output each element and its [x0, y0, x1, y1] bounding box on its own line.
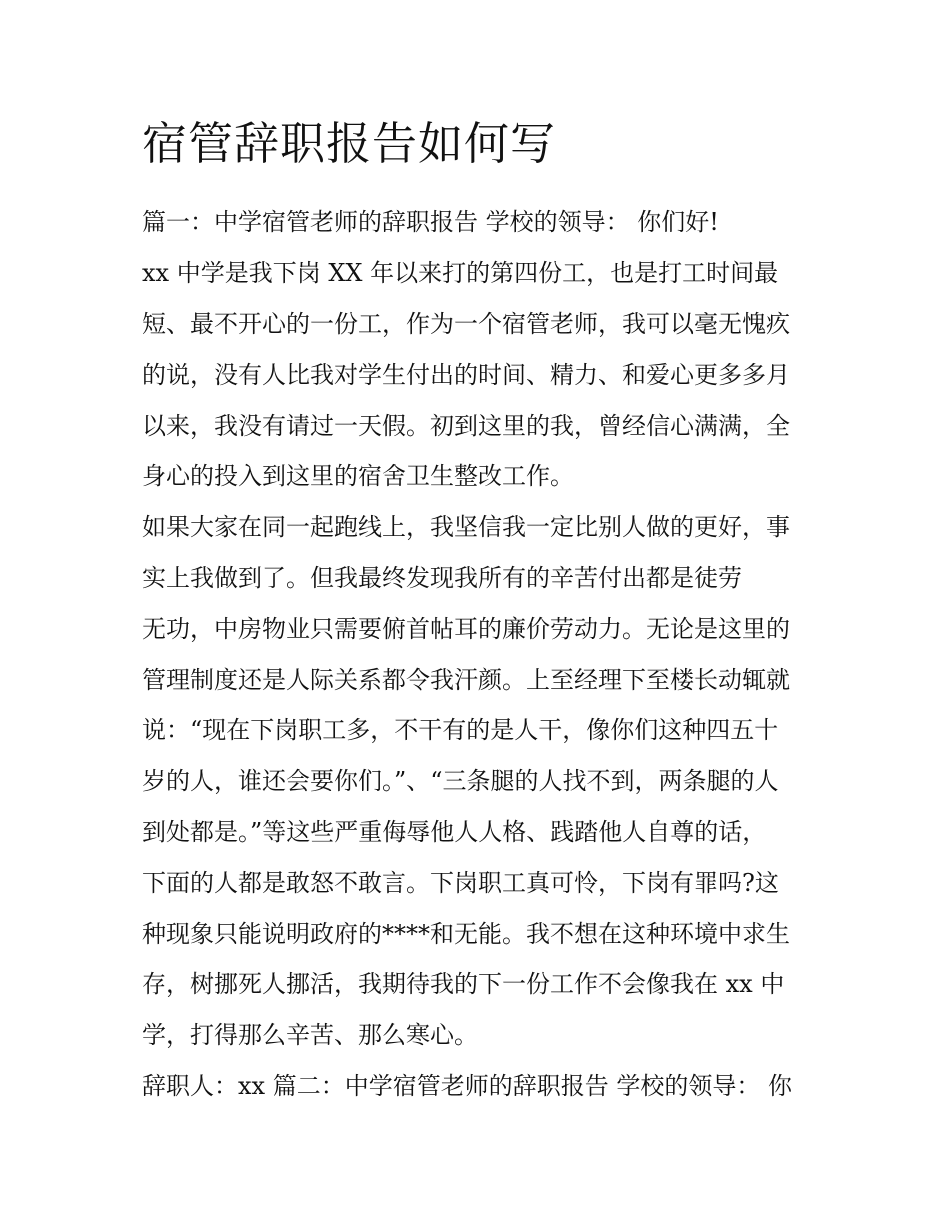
body-line: 短、最不开心的一份工，作为一个宿管老师，我可以毫无愧疚	[142, 310, 790, 338]
body-line: 以来，我没有请过一天假。初到这里的我，曾经信心满满，全	[142, 412, 790, 440]
body-line: 管理制度还是人际关系都令我汗颜。上至经理下至楼长动辄就	[142, 666, 790, 694]
body-line: 种现象只能说明政府的****和无能。我不想在这种环境中求生	[142, 920, 790, 948]
body-line: 的说，没有人比我对学生付出的时间、精力、和爱心更多多月	[142, 361, 790, 389]
body-line: 岁的人，谁还会要你们。”、“三条腿的人找不到，两条腿的人	[142, 767, 779, 795]
body-line: 实上我做到了。但我最终发现我所有的辛苦付出都是徒劳	[142, 564, 742, 592]
body-line: 辞职人：xx 篇二：中学宿管老师的辞职报告 学校的领导： 你	[142, 1072, 792, 1100]
body-line: 到处都是。”等这些严重侮辱他人人格、践踏他人自尊的话，	[142, 818, 767, 846]
body-line: 如果大家在同一起跑线上，我坚信我一定比别人做的更好，事	[142, 513, 790, 541]
body-line: 下面的人都是敢怒不敢言。下岗职工真可怜，下岗有罪吗?这	[142, 869, 779, 897]
body-line: 身心的投入到这里的宿舍卫生整改工作。	[142, 462, 574, 490]
body-line: 无功，中房物业只需要俯首帖耳的廉价劳动力。无论是这里的	[142, 615, 790, 643]
body-line: 篇一：中学宿管老师的辞职报告 学校的领导： 你们好!	[142, 208, 719, 236]
body-line: 说：“现在下岗职工多，不干有的是人干，像你们这种四五十	[142, 716, 779, 744]
body-line: xx 中学是我下岗 XX 年以来打的第四份工，也是打工时间最	[142, 259, 779, 287]
document-title: 宿管辞职报告如何写	[142, 117, 557, 170]
body-line: 存，树挪死人挪活，我期待我的下一份工作不会像我在 xx 中	[142, 970, 785, 998]
body-line: 学，打得那么辛苦、那么寒心。	[142, 1021, 478, 1049]
